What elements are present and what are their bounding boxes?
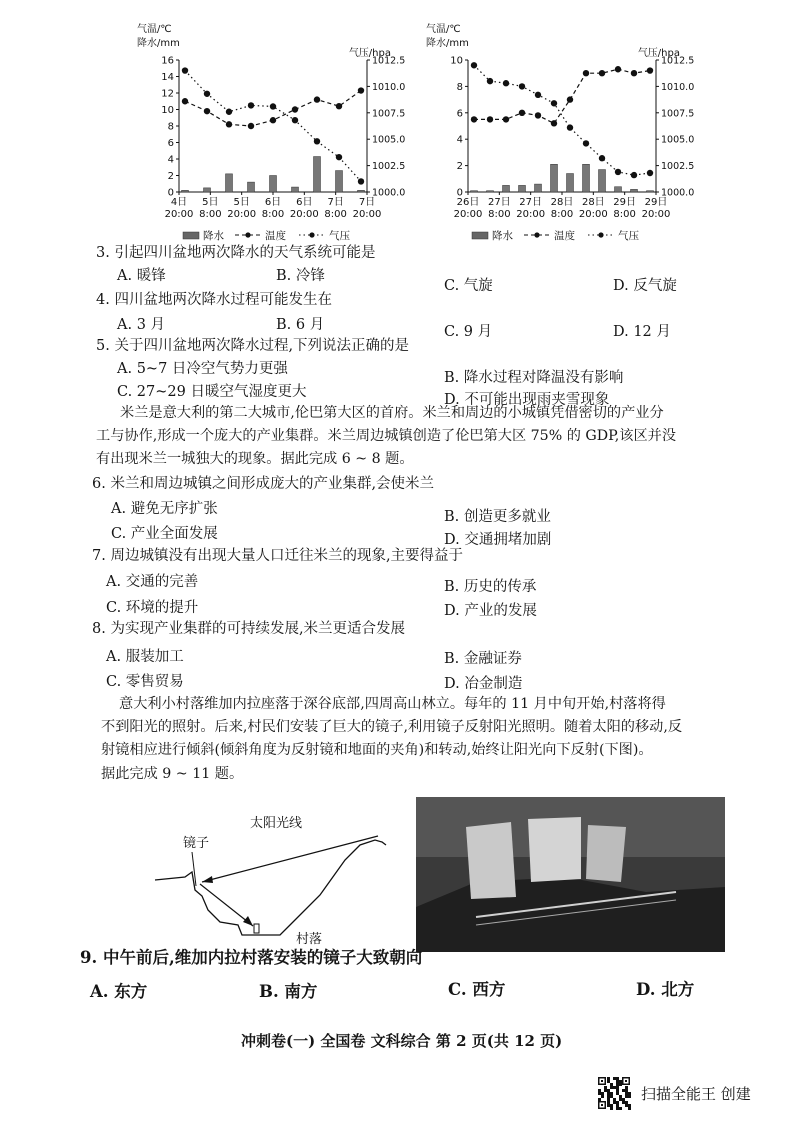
- chart2-temperature-point: [631, 70, 637, 76]
- chart1-left-tick-label: 14: [161, 72, 174, 83]
- chart2-pressure-point: [583, 140, 589, 146]
- qr-module: [619, 1095, 622, 1098]
- chart2-x-tick-date: 26日: [456, 197, 480, 208]
- qr-module: [625, 1095, 628, 1098]
- q4-option-d: D. 12 月: [613, 324, 671, 340]
- chart2-temperature-point: [647, 67, 653, 73]
- village-marker: [254, 924, 259, 933]
- sun-ray-arrowhead-1: [202, 876, 213, 883]
- passage-viganella-line-4: 据此完成 9 ~ 11 题。: [101, 765, 244, 782]
- chart1-x-tick-time: 20:00: [352, 209, 382, 220]
- qr-module: [622, 1101, 625, 1104]
- chart1-left-tick-label: 12: [161, 88, 174, 100]
- chart1-right-tick-label: 1005.0: [372, 134, 406, 146]
- qr-module: [616, 1080, 619, 1083]
- qr-module: [598, 1098, 601, 1101]
- mirror-photo-image: [416, 797, 725, 952]
- q7-option-b: B. 历史的传承: [444, 579, 537, 595]
- chart2-x-tick-time: 20:00: [453, 209, 483, 220]
- qr-module: [598, 1092, 601, 1095]
- chart1-x-tick-date: 6日: [296, 197, 313, 208]
- qr-module: [607, 1089, 610, 1092]
- chart2-right-tick-label: 1002.5: [661, 161, 695, 173]
- q7-option-d: D. 产业的发展: [444, 603, 537, 619]
- passage-viganella-line-3: 射镜相应进行倾斜(倾斜角度为反射镜和地面的夹角)和转动,始终让阳光向下反射(下图)。: [101, 742, 653, 759]
- question-9-stem: 9. 中午前后,维加内拉村落安装的镜子大致朝向: [80, 948, 423, 967]
- qr-code-icon: [597, 1076, 631, 1110]
- chart2-pressure-point: [615, 169, 621, 175]
- chart1-legend-precip-swatch: [183, 232, 199, 239]
- chart1-pressure-point: [314, 138, 320, 144]
- qr-module: [610, 1095, 613, 1098]
- village-label: 村落: [296, 932, 323, 947]
- chart1-left-tick-label: 8: [167, 121, 174, 133]
- q6-option-c: C. 产业全面发展: [111, 526, 218, 542]
- qr-module: [610, 1104, 613, 1107]
- chart2-temperature-point: [599, 70, 605, 76]
- qr-module: [616, 1101, 619, 1104]
- q5-option-d: D. 不可能出现雨夹雪现象: [444, 392, 610, 408]
- passage-viganella-line-2: 不到阳光的照射。后来,村民们安装了巨大的镜子,利用镜子反射阳光照明。随着太阳的移动,反: [101, 719, 683, 736]
- qr-finder-inner: [601, 1104, 603, 1106]
- chart2-pressure-line: [474, 65, 650, 175]
- q5-option-b: B. 降水过程对降温没有影响: [444, 370, 624, 386]
- chart2-legend-temp-point: [534, 232, 539, 237]
- chart2-x-tick-date: 29日: [644, 197, 668, 208]
- qr-module: [613, 1098, 616, 1101]
- q9-option-c: C. 西方: [448, 980, 506, 999]
- chart1-ylabel-temp: 气温/℃: [137, 24, 172, 35]
- chart2-legend-pressure-point: [598, 232, 603, 237]
- qr-module: [607, 1101, 610, 1104]
- chart2-pressure-point: [535, 92, 541, 98]
- chart1-precip-bar: [182, 190, 189, 192]
- mirror-label: 镜子: [183, 836, 210, 851]
- chart2-left-tick-label: 6: [456, 108, 463, 120]
- qr-module: [610, 1086, 613, 1089]
- qr-module: [628, 1104, 631, 1107]
- passage-viganella: [101, 693, 682, 786]
- chart1-pressure-point: [336, 154, 342, 160]
- chart1-x-tick-time: 8:00: [324, 209, 347, 220]
- chart2-ylabel-temp: 气温/℃: [426, 24, 461, 35]
- chart1-precip-bar: [358, 190, 365, 192]
- chart2-precip-bar: [567, 174, 574, 192]
- chart2-ylabel-pressure: 气压/hpa: [637, 48, 680, 59]
- chart1-legend-pressure-point: [309, 232, 314, 237]
- qr-module: [625, 1101, 628, 1104]
- passage-milan-line-1: 米兰是意大利的第二大城市,伦巴第大区的首府。米兰和周边的小城镇凭借密切的产业分: [120, 405, 664, 421]
- chart1-ylabel-precip: 降水/mm: [137, 38, 180, 49]
- chart2-temperature-point: [615, 66, 621, 72]
- chart1-left-tick-label: 6: [167, 138, 174, 149]
- q3-option-d: D. 反气旋: [613, 278, 677, 294]
- chart2-x-tick-time: 8:00: [613, 209, 636, 220]
- mirror-diagram: [150, 800, 420, 950]
- qr-module: [619, 1098, 622, 1101]
- qr-module: [625, 1089, 628, 1092]
- chart1-pressure-point: [292, 117, 298, 123]
- mirror-photo: [416, 797, 725, 952]
- qr-module: [616, 1089, 619, 1092]
- chart2-temperature-point: [535, 112, 541, 118]
- chart2-pressure-point: [551, 100, 557, 106]
- chart2-precip-bar: [599, 170, 606, 192]
- question-3-stem: 3. 引起四川盆地两次降水的天气系统可能是: [96, 245, 376, 261]
- qr-module: [625, 1092, 628, 1095]
- q8-option-c: C. 零售贸易: [106, 674, 184, 690]
- chart2-left-tick-label: 10: [450, 55, 463, 67]
- chart2-temperature-point: [487, 116, 493, 122]
- qr-finder-inner: [625, 1080, 627, 1082]
- chart1-x-tick-time: 8:00: [199, 209, 222, 220]
- chart1-x-tick-date: 4日: [170, 197, 188, 208]
- qr-module: [619, 1107, 622, 1110]
- qr-module: [619, 1080, 622, 1083]
- chart1-pressure-point: [358, 178, 364, 184]
- chart1-pressure-point: [226, 109, 232, 115]
- chart1-temperature-point: [226, 121, 232, 127]
- chart2-ylabel-precip: 降水/mm: [426, 38, 469, 49]
- q5-option-c: C. 27~29 日暖空气湿度更大: [117, 384, 307, 400]
- chart1-right-tick-label: 1002.5: [372, 161, 406, 173]
- chart2-temperature-point: [519, 110, 525, 116]
- chart2-pressure-point: [519, 83, 525, 89]
- passage-milan-line-3: 有出现米兰一城独大的现象。据此完成 6 ~ 8 题。: [96, 451, 414, 468]
- qr-module: [628, 1092, 631, 1095]
- chart2-x-tick-date: 27日: [487, 197, 511, 208]
- qr-module: [616, 1077, 619, 1080]
- chart2-temperature-point: [583, 70, 589, 76]
- qr-module: [607, 1092, 610, 1095]
- chart2-x-tick-date: 28日: [581, 197, 605, 208]
- chart2-x-tick-date: 29日: [613, 197, 637, 208]
- qr-module: [622, 1089, 625, 1092]
- qr-module: [622, 1098, 625, 1101]
- chart2-left-tick-label: 2: [456, 161, 463, 173]
- qr-module: [616, 1107, 619, 1110]
- chart2-pressure-point: [503, 80, 509, 86]
- chart1-precip-bar: [248, 182, 255, 192]
- weather-chart-right: [424, 20, 695, 252]
- question-5-stem: 5. 关于四川盆地两次降水过程,下列说法正确的是: [96, 338, 410, 354]
- chart1-legend-temp: 温度: [265, 230, 286, 242]
- chart2-precip-bar: [519, 185, 526, 192]
- qr-module: [607, 1077, 610, 1080]
- chart1-pressure-point: [248, 102, 254, 108]
- qr-module: [625, 1104, 628, 1107]
- qr-module: [601, 1095, 604, 1098]
- page-footer: 冲刺卷(一) 全国卷 文科综合 第 2 页(共 12 页): [241, 1032, 563, 1050]
- chart2-x-tick-time: 20:00: [578, 209, 608, 220]
- chart2-pressure-point: [647, 170, 653, 176]
- chart2-precip-bar: [615, 187, 622, 192]
- qr-module: [610, 1083, 613, 1086]
- valley-outline: [155, 840, 386, 935]
- chart2-precip-bar: [487, 191, 494, 192]
- chart2-precip-bar: [551, 164, 558, 192]
- chart2-pressure-point: [487, 78, 493, 84]
- chart1-legend-pressure: 气压: [329, 230, 350, 242]
- chart1-left-tick-label: 2: [167, 171, 174, 182]
- passage-milan: [96, 402, 676, 472]
- chart1-x-tick-time: 20:00: [164, 209, 194, 220]
- qr-module: [616, 1104, 619, 1107]
- chart1-right-tick-label: 1007.5: [372, 108, 406, 120]
- q7-option-a: A. 交通的完善: [106, 574, 199, 590]
- scanner-watermark: 扫描全能王 创建: [641, 1085, 751, 1103]
- qr-module: [610, 1092, 613, 1095]
- chart1-precip-bar: [204, 188, 211, 192]
- chart1-left-tick-label: 16: [161, 55, 174, 67]
- q6-option-d: D. 交通拥堵加剧: [444, 532, 552, 548]
- chart1-x-tick-time: 20:00: [289, 209, 319, 220]
- qr-module: [616, 1083, 619, 1086]
- chart1-temperature-point: [292, 106, 298, 112]
- chart2-legend-temp: 温度: [554, 230, 575, 242]
- chart2-pressure-point: [631, 172, 637, 178]
- q3-option-b: B. 冷锋: [276, 268, 325, 284]
- chart1-temperature-point: [270, 117, 276, 123]
- qr-module: [604, 1086, 607, 1089]
- chart1-x-tick-date: 7日: [327, 197, 344, 208]
- chart2-legend-pressure: 气压: [618, 230, 639, 242]
- q9-option-b: B. 南方: [259, 982, 318, 1001]
- chart1-pressure-point: [270, 103, 276, 109]
- chart2-precip-bar: [583, 164, 590, 192]
- chart1-pressure-point: [182, 67, 188, 73]
- question-7-stem: 7. 周边城镇没有出现大量人口迁往米兰的现象,主要得益于: [92, 548, 464, 564]
- qr-module: [607, 1095, 610, 1098]
- qr-module: [616, 1092, 619, 1095]
- chart2-temperature-line: [474, 69, 650, 123]
- qr-module: [607, 1098, 610, 1101]
- qr-module: [628, 1107, 631, 1110]
- chart2-right-tick-label: 1012.5: [661, 55, 695, 67]
- qr-module: [601, 1092, 604, 1095]
- chart2-pressure-point: [471, 62, 477, 68]
- chart2-legend-precip: 降水: [492, 230, 513, 242]
- qr-module: [607, 1080, 610, 1083]
- chart1-temperature-point: [336, 103, 342, 109]
- chart1-precip-bar: [270, 176, 277, 193]
- q4-option-c: C. 9 月: [444, 324, 493, 340]
- chart1-left-tick-label: 10: [161, 105, 174, 116]
- qr-module: [619, 1083, 622, 1086]
- chart1-temperature-point: [204, 108, 210, 114]
- q8-option-d: D. 冶金制造: [444, 676, 523, 692]
- chart1-precip-bar: [226, 174, 233, 192]
- chart1-temperature-point: [358, 87, 364, 93]
- question-6-stem: 6. 米兰和周边城镇之间形成庞大的产业集群,会使米兰: [92, 476, 435, 492]
- chart1-pressure-line: [185, 71, 361, 182]
- chart2-precip-bar: [471, 191, 478, 192]
- chart2-x-tick-time: 20:00: [641, 209, 671, 220]
- chart1-x-tick-time: 8:00: [261, 209, 285, 220]
- weather-chart-left: [135, 20, 406, 252]
- chart1-x-tick-date: 6日: [264, 197, 282, 208]
- chart1-x-tick-time: 20:00: [227, 209, 257, 220]
- chart1-precip-bar: [314, 157, 321, 192]
- qr-module: [607, 1104, 610, 1107]
- sun-ray-arrowhead-2: [243, 916, 253, 926]
- chart2-legend-precip-swatch: [472, 232, 488, 239]
- q8-option-b: B. 金融证券: [444, 651, 522, 667]
- q6-option-b: B. 创造更多就业: [444, 509, 551, 525]
- chart2-right-tick-label: 1005.0: [661, 134, 695, 146]
- chart1-right-tick-label: 1010.0: [372, 81, 406, 93]
- q9-option-d: D. 北方: [636, 980, 695, 999]
- q5-option-a: A. 5~7 日冷空气势力更强: [117, 361, 288, 377]
- q4-option-b: B. 6 月: [276, 317, 325, 333]
- chart1-pressure-point: [204, 91, 210, 97]
- chart2-pressure-point: [567, 124, 573, 130]
- chart2-left-tick-label: 4: [456, 134, 463, 146]
- chart2-right-tick-label: 1007.5: [661, 108, 695, 120]
- chart2-left-tick-label: 8: [456, 81, 463, 93]
- passage-viganella-line-1: 意大利小村落维加内拉座落于深谷底部,四周高山林立。每年的 11 月中旬开始,村落将得: [119, 696, 666, 712]
- qr-module: [616, 1086, 619, 1089]
- chart2-right-tick-label: 1010.0: [661, 81, 695, 93]
- chart1-x-tick-date: 5日: [202, 197, 219, 208]
- chart2-temperature-point: [551, 120, 557, 126]
- chart2-left-tick-label: 0: [456, 187, 463, 199]
- q7-option-c: C. 环境的提升: [106, 600, 199, 616]
- chart2-precip-bar: [503, 185, 510, 192]
- qr-module: [625, 1086, 628, 1089]
- q8-option-a: A. 服装加工: [106, 649, 184, 665]
- sun-ray-incoming: [202, 836, 378, 882]
- passage-milan-line-2: 工与协作,形成一个庞大的产业集群。米兰周边城镇创造了伦巴第大区 75% 的 GDP,该区并没: [96, 428, 677, 445]
- q3-option-c: C. 气旋: [444, 278, 493, 294]
- chart2-pressure-point: [599, 155, 605, 161]
- chart1-legend-precip: 降水: [203, 230, 224, 242]
- chart1-right-tick-label: 1000.0: [372, 187, 406, 199]
- chart1-left-tick-label: 0: [167, 187, 174, 199]
- chart2-x-tick-date: 28日: [550, 197, 574, 208]
- qr-module: [613, 1077, 616, 1080]
- chart1-precip-bar: [292, 187, 299, 192]
- chart1-x-tick-date: 7日: [358, 197, 376, 208]
- chart2-right-tick-label: 1000.0: [661, 187, 695, 199]
- chart1-x-tick-date: 5日: [233, 197, 250, 208]
- chart2-precip-bar: [535, 184, 542, 192]
- chart2-x-tick-time: 8:00: [488, 209, 511, 220]
- qr-module: [613, 1086, 616, 1089]
- question-8-stem: 8. 为实现产业集群的可持续发展,米兰更适合发展: [92, 621, 406, 637]
- chart1-ylabel-pressure: 气压/hpa: [348, 48, 391, 59]
- chart2-temperature-point: [471, 116, 477, 122]
- chart2-temperature-point: [567, 96, 573, 102]
- chart2-precip-bar: [647, 191, 654, 192]
- q9-option-a: A. 东方: [90, 982, 148, 1001]
- q3-option-a: A. 暖锋: [117, 268, 166, 284]
- chart1-temperature-point: [248, 123, 254, 129]
- qr-module: [613, 1101, 616, 1104]
- question-4-stem: 4. 四川盆地两次降水过程可能发生在: [96, 292, 332, 308]
- qr-module: [604, 1089, 607, 1092]
- chart2-x-tick-time: 8:00: [550, 209, 574, 220]
- chart2-precip-bar: [631, 189, 638, 192]
- chart1-temperature-point: [314, 96, 320, 102]
- chart1-right-tick-label: 1012.5: [372, 55, 406, 67]
- chart2-x-tick-time: 20:00: [516, 209, 546, 220]
- qr-finder-inner: [601, 1080, 603, 1082]
- chart1-legend-temp-point: [245, 232, 250, 237]
- chart2-x-tick-date: 27日: [519, 197, 543, 208]
- chart1-temperature-point: [182, 98, 188, 104]
- chart1-left-tick-label: 4: [167, 154, 174, 166]
- q6-option-a: A. 避免无序扩张: [111, 501, 218, 517]
- sunlight-label: 太阳光线: [250, 816, 303, 831]
- qr-module: [628, 1095, 631, 1098]
- q4-option-a: A. 3 月: [117, 317, 166, 333]
- chart1-precip-bar: [336, 171, 343, 192]
- qr-module: [598, 1089, 601, 1092]
- qr-module: [610, 1107, 613, 1110]
- chart2-temperature-point: [503, 116, 509, 122]
